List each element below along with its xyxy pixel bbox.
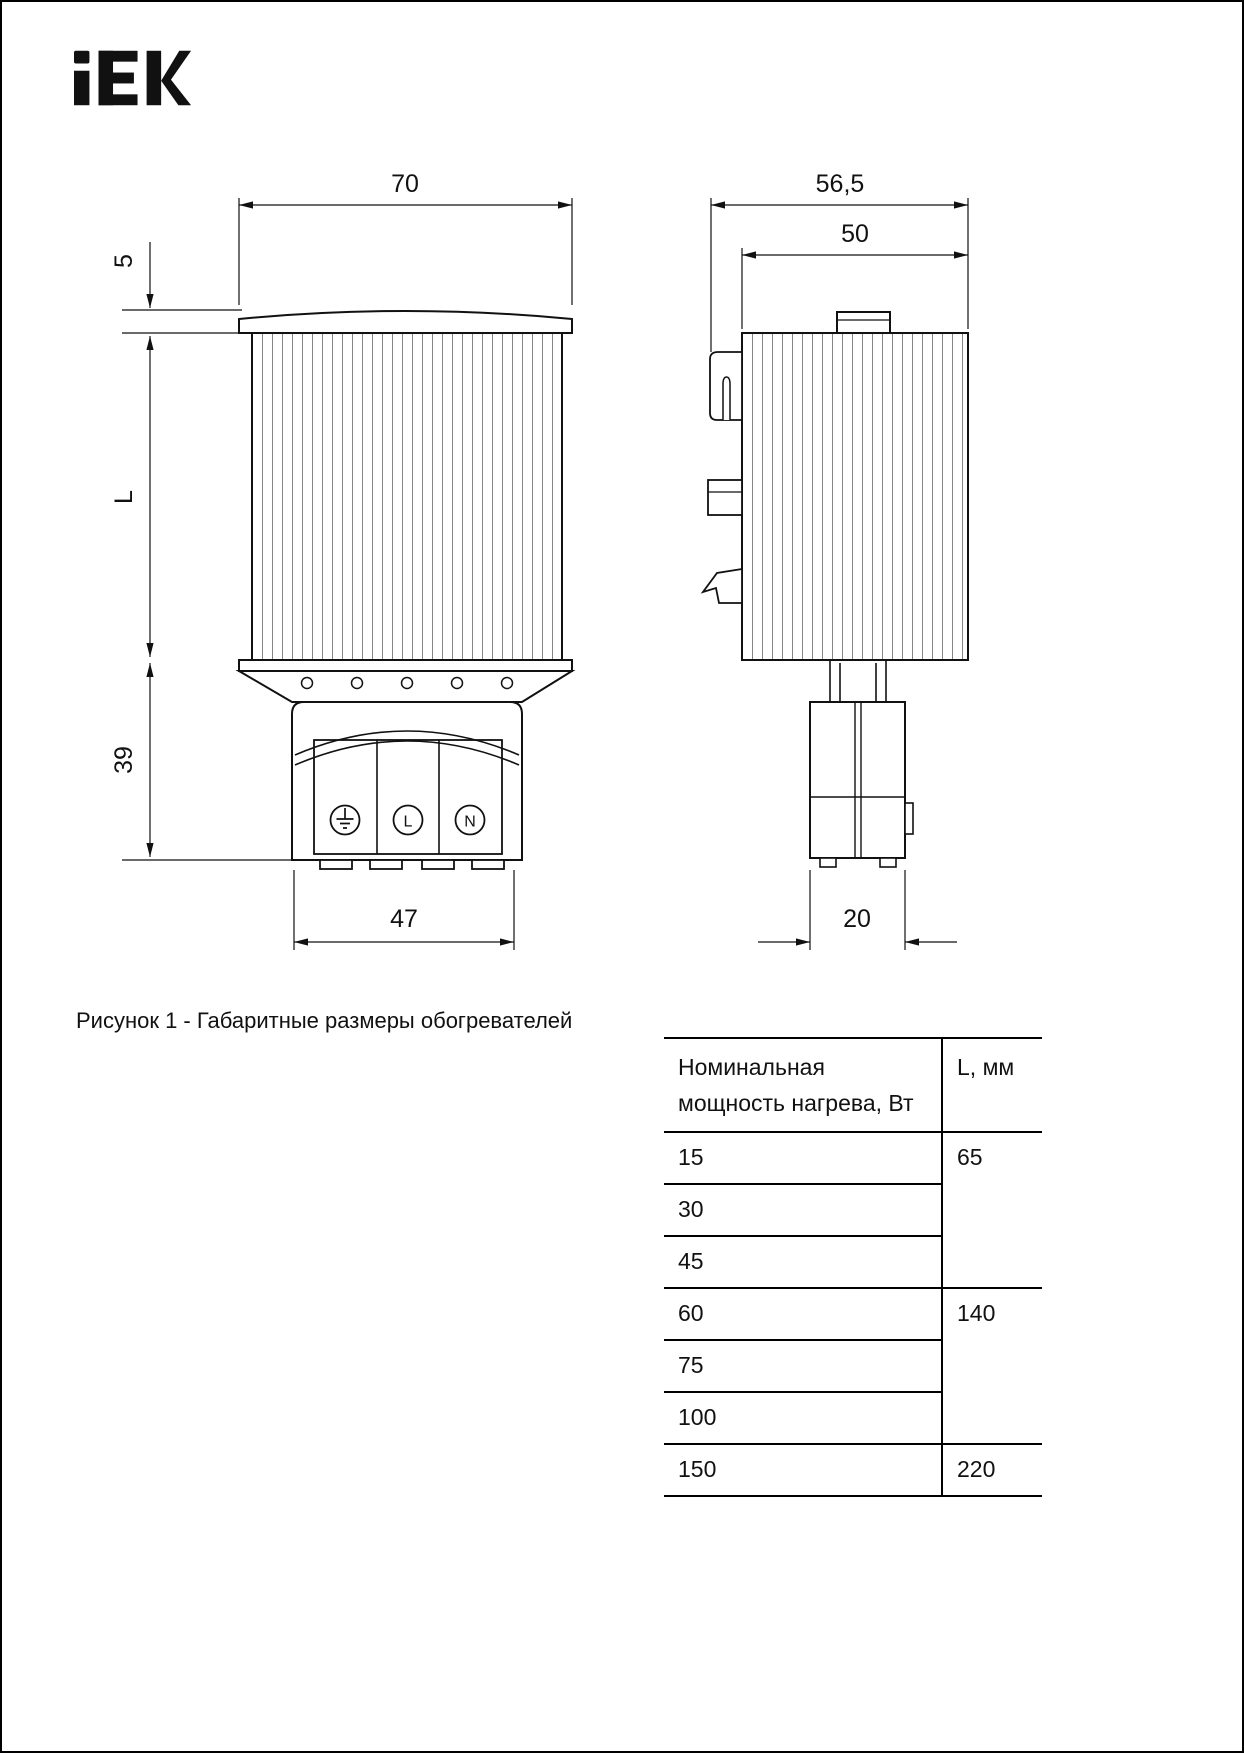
power-cell: 100 bbox=[664, 1392, 942, 1444]
heater-body-front bbox=[252, 333, 562, 660]
power-cell: 30 bbox=[664, 1184, 942, 1236]
dim-label-block-height: 39 bbox=[110, 746, 138, 774]
table-row bbox=[664, 1288, 1042, 1340]
dim-label-width-bottom: 47 bbox=[390, 905, 418, 933]
dim-label-cap-height: 5 bbox=[110, 254, 138, 268]
terminal-neck bbox=[830, 660, 886, 702]
table-header-length: L, мм bbox=[942, 1038, 1042, 1132]
table-row bbox=[664, 1132, 1042, 1184]
length-cell: 65 bbox=[942, 1132, 1042, 1288]
side-view bbox=[703, 312, 968, 867]
table-header-row bbox=[664, 1038, 1042, 1132]
din-clip bbox=[703, 352, 742, 603]
power-cell: 75 bbox=[664, 1340, 942, 1392]
technical-drawing bbox=[2, 2, 1244, 1002]
mounting-feet-front bbox=[320, 860, 504, 869]
front-view bbox=[239, 311, 572, 869]
din-clip-latch bbox=[703, 569, 742, 603]
heater-body-side bbox=[742, 333, 968, 660]
terminal-n-label: N bbox=[464, 813, 476, 831]
power-cell: 45 bbox=[664, 1236, 942, 1288]
side-bump bbox=[905, 803, 913, 834]
terminal-l-label: L bbox=[403, 813, 413, 831]
spec-table bbox=[664, 1037, 1042, 1497]
heater-cap bbox=[239, 311, 572, 333]
power-cell: 150 bbox=[664, 1444, 942, 1496]
terminal-block-side bbox=[810, 702, 905, 858]
dim-label-width-top: 70 bbox=[391, 170, 419, 198]
table-header-power: Номинальная мощность нагрева, Вт bbox=[664, 1038, 942, 1132]
table-row bbox=[664, 1444, 1042, 1496]
terminal-block-front bbox=[292, 702, 522, 860]
power-cell: 60 bbox=[664, 1288, 942, 1340]
dim-label-body-height: L bbox=[110, 490, 138, 504]
din-clip-stop bbox=[708, 480, 742, 515]
top-tab bbox=[837, 312, 890, 333]
figure-caption: Рисунок 1 - Габаритные размеры обогревателей bbox=[76, 1008, 573, 1033]
length-cell: 220 bbox=[942, 1444, 1042, 1496]
power-cell: 15 bbox=[664, 1132, 942, 1184]
dim-label-depth-total: 56,5 bbox=[815, 170, 865, 198]
dim-label-side-bottom-width: 20 bbox=[843, 905, 871, 933]
base-flange bbox=[239, 660, 572, 671]
length-cell: 140 bbox=[942, 1288, 1042, 1444]
dim-label-depth-body: 50 bbox=[841, 220, 869, 248]
